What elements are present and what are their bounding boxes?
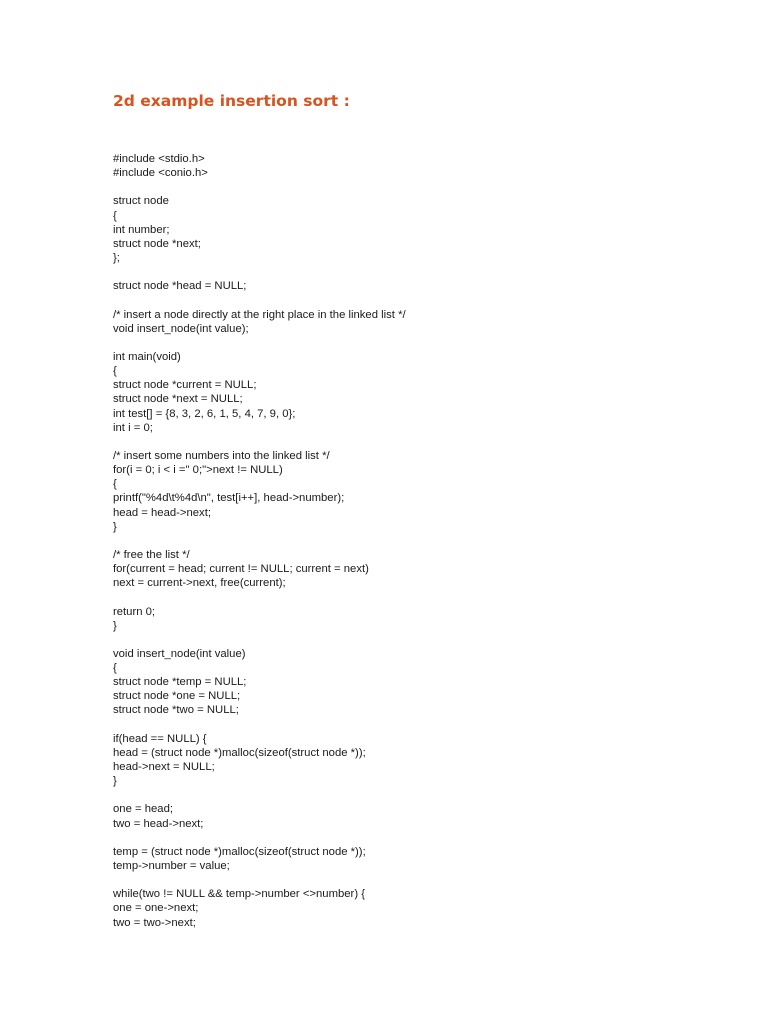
code-line: for(i = 0; i < i =" 0;">next != NULL) [113,464,283,477]
code-line: if(head == NULL) { [113,732,207,745]
code-line: { [113,662,117,675]
code-blank-line [113,180,753,194]
code-line: struct node *one = NULL; [113,690,241,703]
code-line: }; [113,251,120,264]
code-line: } [113,619,117,632]
code-line: head = (struct node *)malloc(sizeof(struct node *)); [113,746,366,759]
code-blank-line [113,435,753,449]
code-line: { [113,209,117,222]
code-line: temp->number = value; [113,860,230,873]
code-line: void insert_node(int value) [113,647,246,660]
code-line: two = two->next; [113,916,196,929]
code-blank-line [113,718,753,732]
code-line: printf("%4d\t%4d\n", test[i++], head->number); [113,492,345,505]
code-blank-line [113,336,753,350]
code-line: for(current = head; current != NULL; current = next) [113,563,369,576]
code-block [113,152,753,930]
code-line: int number; [113,223,170,236]
code-line: #include <conio.h> [113,167,208,180]
page-title: 2d example insertion sort : [113,92,350,110]
code-line: struct node *head = NULL; [113,280,247,293]
code-line: } [113,775,117,788]
code-line: void insert_node(int value); [113,322,249,335]
code-blank-line [113,265,753,279]
code-line: struct node [113,195,169,208]
code-line: struct node *temp = NULL; [113,676,247,689]
code-blank-line [113,534,753,548]
code-line: one = one->next; [113,902,199,915]
code-line: { [113,478,117,491]
code-line: /* insert some numbers into the linked list */ [113,449,330,462]
code-line: struct node *two = NULL; [113,704,239,717]
code-blank-line [113,633,753,647]
code-blank-line [113,293,753,307]
code-line: head = head->next; [113,506,211,519]
code-line: one = head; [113,803,173,816]
code-line: int main(void) [113,350,181,363]
code-line: } [113,520,117,533]
code-line: #include <stdio.h> [113,153,205,165]
code-line: struct node *next; [113,237,201,250]
code-line: struct node *next = NULL; [113,393,243,406]
code-line: { [113,365,117,378]
code-line: /* insert a node directly at the right place in the linked list */ [113,308,406,321]
code-line: int i = 0; [113,421,153,434]
code-line: /* free the list */ [113,548,190,561]
code-line: temp = (struct node *)malloc(sizeof(struct node *)); [113,845,366,858]
code-line: head->next = NULL; [113,761,215,774]
code-line: struct node *current = NULL; [113,379,257,392]
code-blank-line [113,831,753,845]
code-line: next = current->next, free(current); [113,577,286,590]
code-blank-line [113,788,753,802]
code-line: two = head->next; [113,817,204,830]
code-line: return 0; [113,605,156,618]
code-blank-line [113,590,753,604]
code-line: while(two != NULL && temp->number <>number) { [113,888,365,901]
code-blank-line [113,873,753,887]
code-line: int test[] = {8, 3, 2, 6, 1, 5, 4, 7, 9, 0}; [113,407,296,420]
